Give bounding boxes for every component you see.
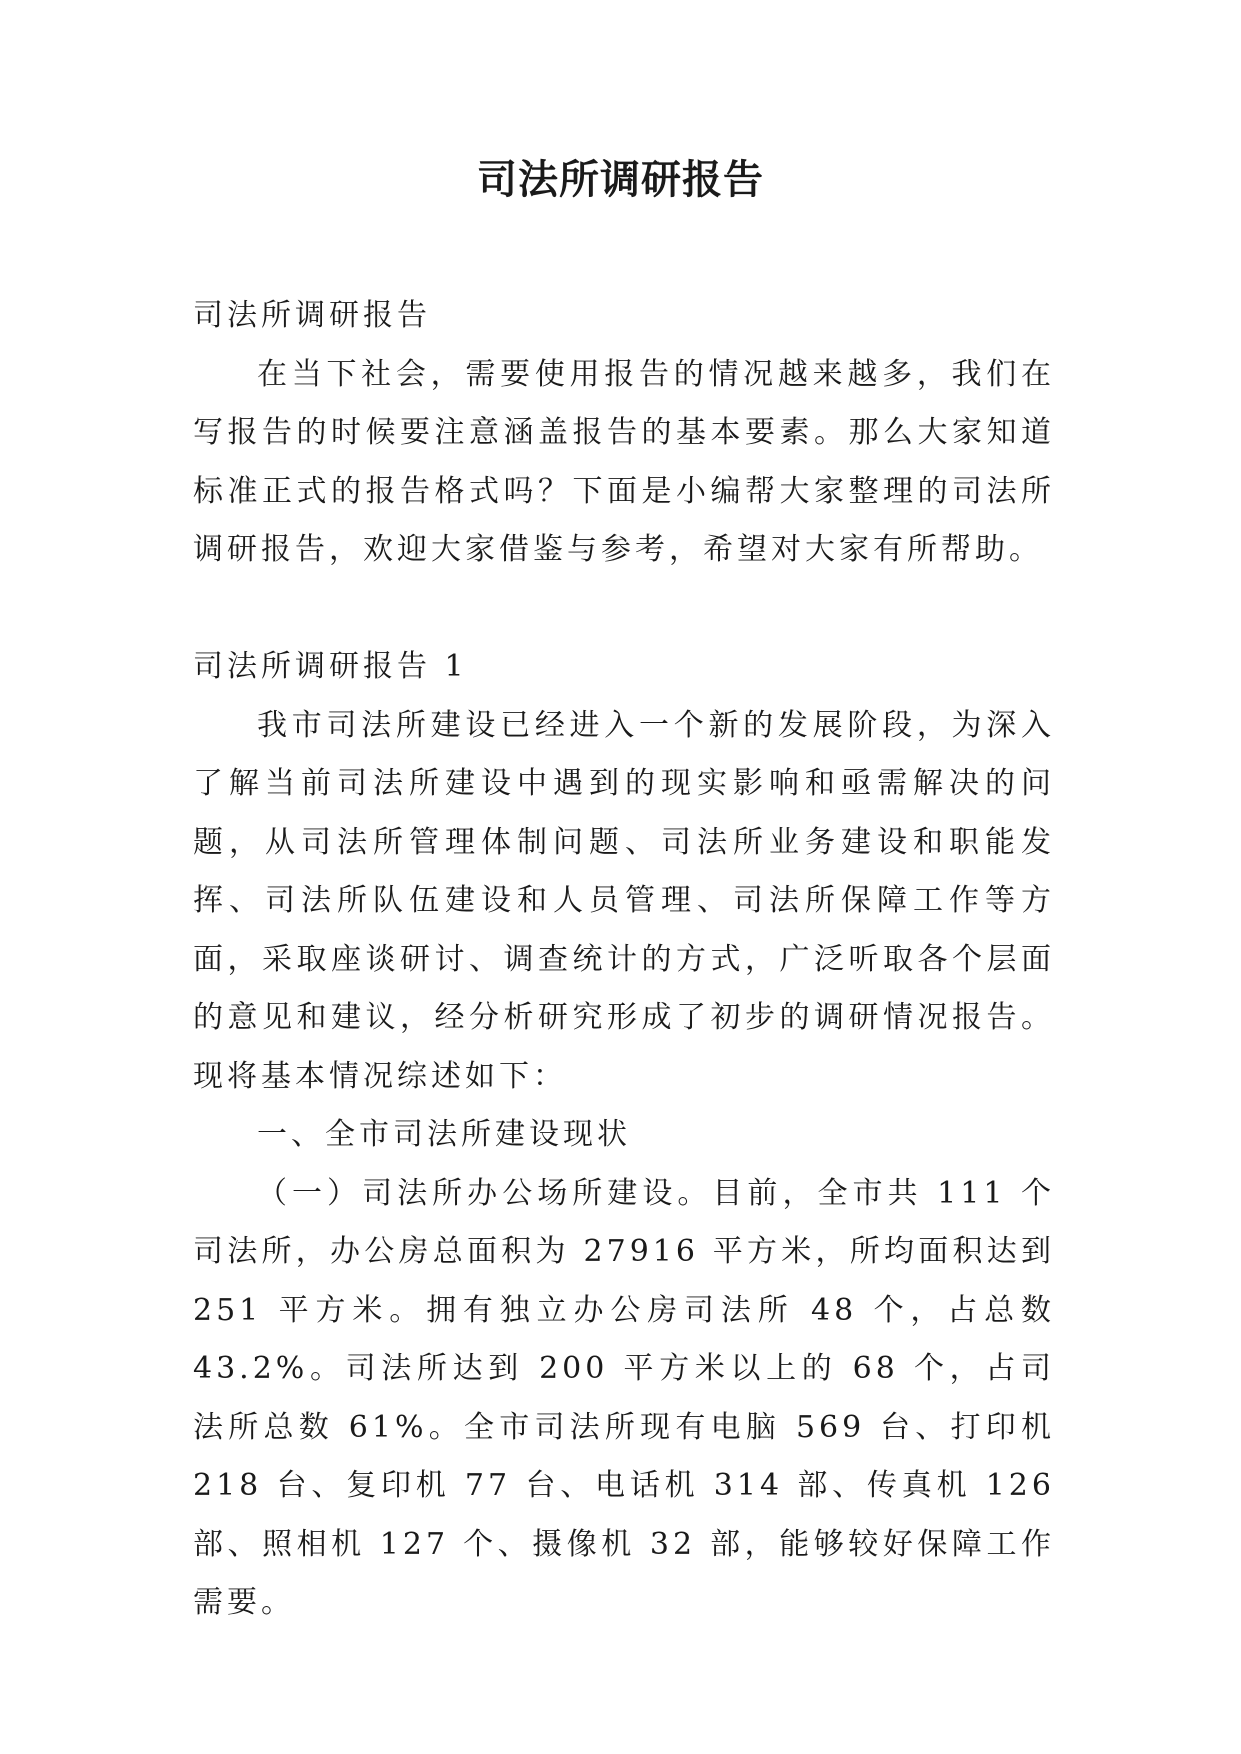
document-subtitle: 司法所调研报告 (193, 298, 431, 333)
document-title: 司法所调研报告 (477, 157, 764, 203)
body-paragraph: （一）司法所办公场所建设。目前，全市共 111 个司法所，办公房总面积为 27916 平方米，所均面积达到 251 平方米。拥有独立办公房司法所 48 个，占总数 43.2%。司法所达到 200 平方米以上的 68 个，占司法所总数 61%。全市司法所现有电脑 569 台、打印机 218 台、复印机 77 台、电话机 314 部、传真机 126 部、照相机 127 个、摄像机 32 部，能够较好保障工作需要。 (193, 1175, 1055, 1620)
document-body (193, 287, 1055, 1633)
intro-paragraph: 在当下社会，需要使用报告的情况越来越多，我们在写报告的时候要注意涵盖报告的基本要素。那么大家知道标准正式的报告格式吗？下面是小编帮大家整理的司法所调研报告，欢迎大家借鉴与参考，希望对大家有所帮助。 (193, 356, 1055, 567)
body-paragraph: 我市司法所建设已经进入一个新的发展阶段，为深入了解当前司法所建设中遇到的现实影响和亟需解决的问题，从司法所管理体制问题、司法所业务建设和职能发挥、司法所队伍建设和人员管理、司法所保障工作等方面，采取座谈研讨、调查统计的方式，广泛听取各个层面的意见和建议，经分析研究形成了初步的调研情况报告。现将基本情况综述如下： (193, 707, 1055, 1094)
section-subheading: 一、全市司法所建设现状 (257, 1117, 631, 1152)
section-heading: 司法所调研报告 1 (193, 649, 468, 684)
